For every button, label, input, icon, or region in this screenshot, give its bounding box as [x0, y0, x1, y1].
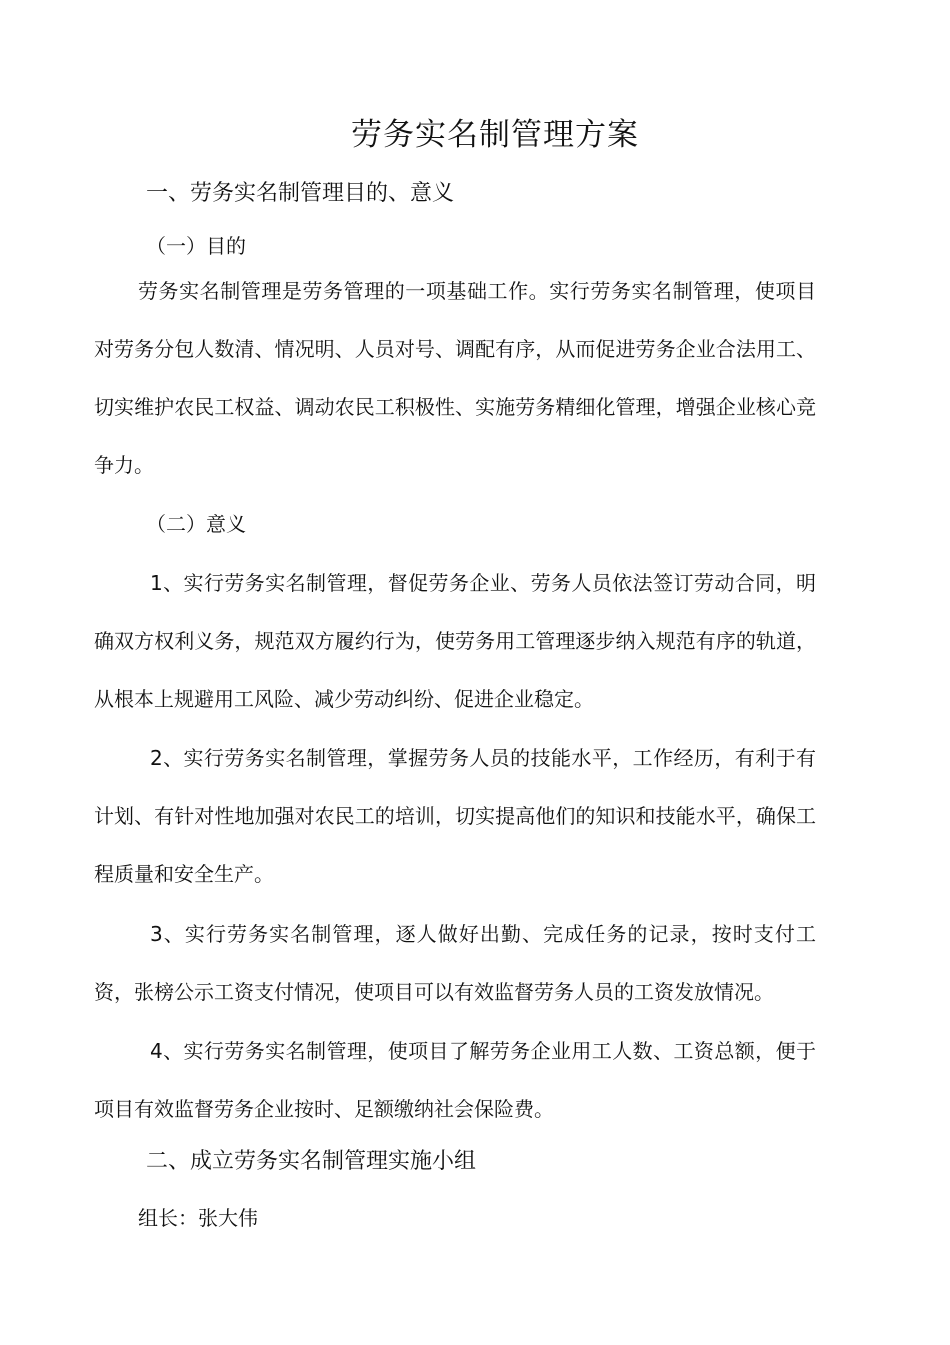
significance-item-3: 3、实行劳务实名制管理，逐人做好出勤、完成任务的记录，按时支付工资，张榜公示工资支付情况，使项目可以有效监督劳务人员的工资发放情况。 [94, 922, 816, 1004]
significance-item-1: 1、实行劳务实名制管理，督促劳务企业、劳务人员依法签订劳动合同，明确双方权利义务，规范双方履约行为，使劳务用工管理逐步纳入规范有序的轨道，从根本上规避用工风险、减少劳动纠纷、促进企业稳定。 [94, 571, 816, 711]
section-1-heading: 一、劳务实名制管理目的、意义 [146, 181, 455, 206]
significance-item-2: 2、实行劳务实名制管理，掌握劳务人员的技能水平，工作经历，有利于有计划、有针对性地加强对农民工的培训，切实提高他们的知识和技能水平，确保工程质量和安全生产。 [94, 746, 816, 886]
subsection-2-heading: （二）意义 [146, 512, 246, 536]
document-title: 劳务实名制管理方案 [351, 117, 639, 153]
subsection-1-heading: （一）目的 [146, 234, 246, 258]
purpose-paragraph: 劳务实名制管理是劳务管理的一项基础工作。实行劳务实名制管理，使项目对劳务分包人数清、情况明、人员对号、调配有序，从而促进劳务企业合法用工、切实维护农民工权益、调动农民工积极性、实施劳务精细化管理，增强企业核心竞争力。 [94, 279, 816, 477]
group-leader: 组长：张大伟 [138, 1206, 258, 1230]
significance-item-4: 4、实行劳务实名制管理，使项目了解劳务企业用工人数、工资总额，便于项目有效监督劳务企业按时、足额缴纳社会保险费。 [94, 1039, 816, 1121]
section-2-heading: 二、成立劳务实名制管理实施小组 [146, 1149, 477, 1174]
